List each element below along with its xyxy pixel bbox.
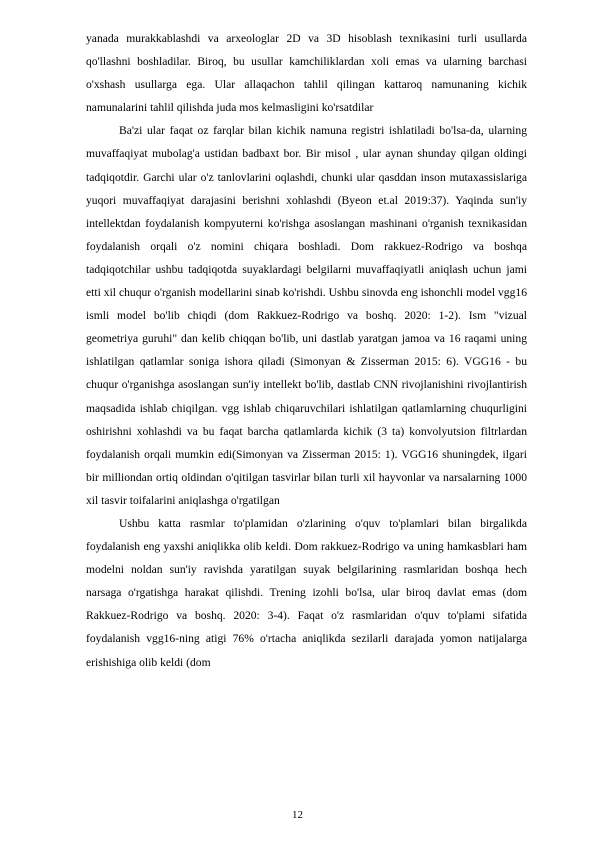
page-body: [86, 27, 527, 674]
paragraph-3: Ushbu katta rasmlar to'plamidan o'zlarining o'quv to'plamlari bilan birgalikda foydalanish eng yaxshi aniqlikka olib keldi. Dom rakkuez-Rodrigo va uning hamkasblari ham modelni noldan sun'iy ravishda yaratilgan suyak belgilarining rasmlaridan boshqa hech narsaga o'rgatishga harakat qilishdi. Trening izohli bo'lsa, ular biroq davlat emas (dom Rakkuez-Rodrigo va boshq. 2020: 3-4). Faqat o'z rasmlaridan o'quv to'plami sifatida foydalanish vgg16-ning atigi 76% o'rtacha aniqlikda sezilarli darajada yomon natijalarga erishishiga olib keldi (dom: [86, 516, 527, 669]
paragraph-1: yanada murakkablashdi va arxeologlar 2D va 3D hisoblash texnikasini turli usullarda qo'llashni boshladilar. Biroq, bu usullar kamchiliklardan xoli emas va ularning barchasi o'xshash usullarga ega. Ular allaqachon tahlil qilingan kattaroq namunaning kichik namunalarini tahlil qilishda juda mos kelmasligini ko'rsatdilar: [86, 32, 527, 115]
page-number: 12: [292, 809, 303, 821]
paragraph-2: Ba'zi ular faqat oz farqlar bilan kichik namuna registri ishlatiladi bo'lsa-da, ularning muvaffaqiyat mubolag'a ustidan badbaxt bor. Bir misol , ular aynan shunday qilgan oldingi tadqiqotdir. Garchi ular o'z tanlovlarini oqlashdi, chunki ular qasddan inson mutaxassislariga yuqori muvaffaqiyat darajasini berishni xohlashdi (Byeon et.al 2019:37). Yaqinda sun'iy intellektdan foydalanish kompyuterni ko'rishga asoslangan mashinani o'rganish texnikasidan foydalanish orqali o'z nomini chiqara boshladi. Dom rakkuez-Rodrigo va boshqa tadqiqotchilar ushbu tadqiqotda suyaklardagi belgilarni muvaffaqiyatli aniqlash uchun jami etti xil chuqur o'rganish modellarini sinab ko'rishdi. Ushbu sinovda eng ishonchli model vgg16 ismli model bo'lib chiqdi (dom Rakkuez-Rodrigo va boshq. 2020: 1-2). Ism "vizual geometriya guruhi" dan kelib chiqqan bo'lib, uni dastlab yaratgan jamoa va 16 raqami uning ishlatilgan qatlamlar soniga ishora qiladi (Simonyan & Zisserman 2015: 6). VGG16 - bu chuqur o'rganishga asoslangan sun'iy intellekt bo'lib, dastlab CNN rivojlanishini rivojlantirish maqsadida ishlab chiqilgan. vgg ishlab chiqaruvchilari ishlatilgan qatlamlarning chuqurligini oshirishni xohlashdi va bu faqat barcha qatlamlarda kichik (3 ta) konvolyutsion filtrlardan foydalanish orqali mumkin edi(Simonyan va Zisserman 2015: 1). VGG16 shuningdek, ilgari bir milliondan ortiq oldindan o'qitilgan tasvirlar bilan turli xil hayvonlar va narsalarning 1000 xil tasvir toifalarini aniqlashga o'rgatilgan: [86, 124, 527, 507]
